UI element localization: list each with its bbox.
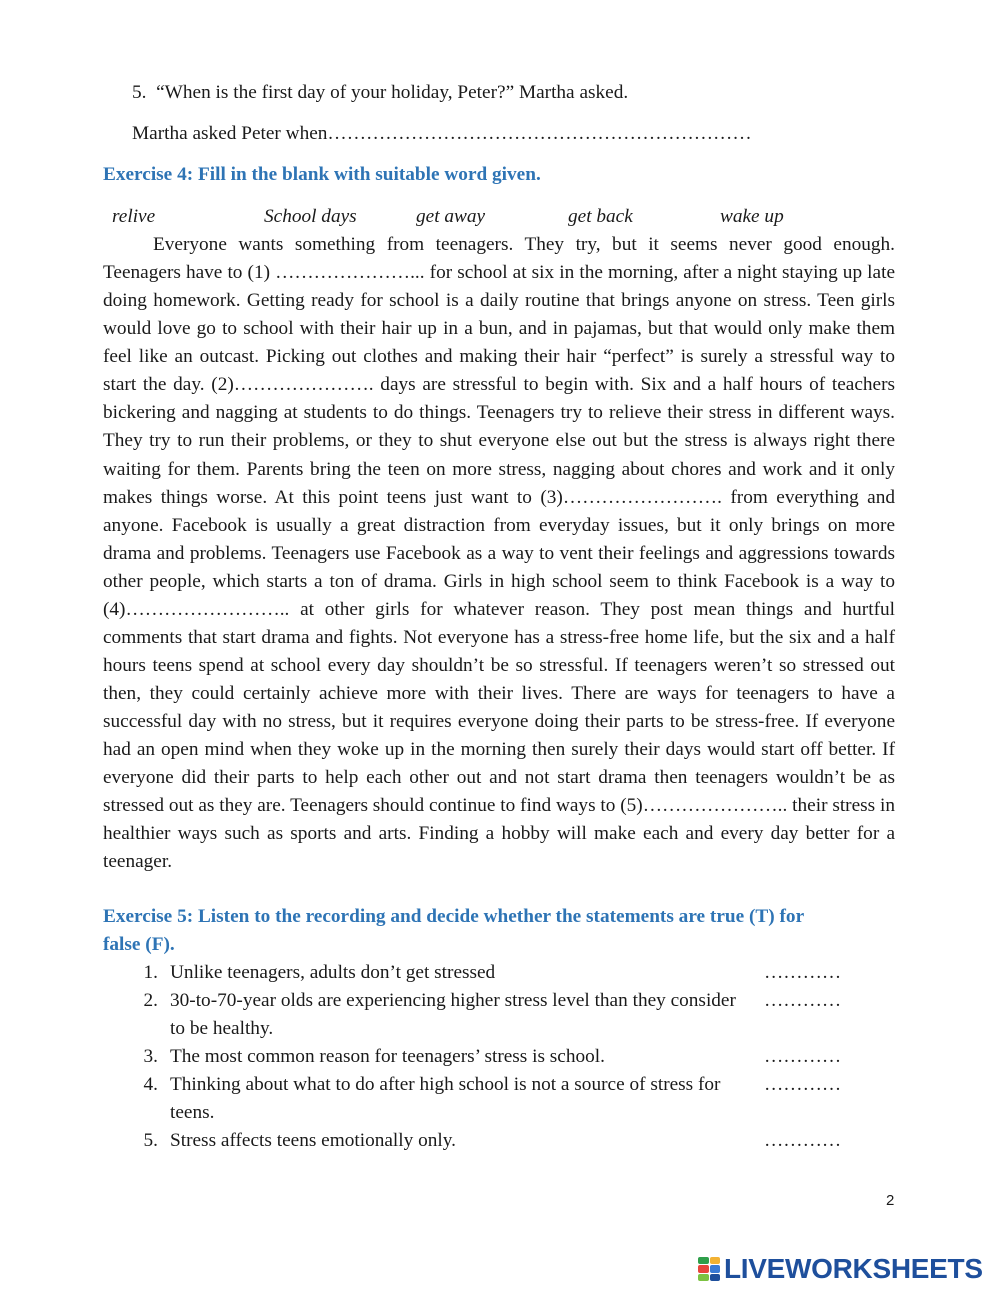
ex3-item-5 — [132, 79, 628, 107]
exercise-5-title-line-1: Exercise 5: Listen to the recording and decide whether the statements are true (T) for — [103, 906, 805, 927]
list-item-text: Stress affects teens emotionally only. — [170, 1130, 456, 1151]
exercise-4-passage — [103, 231, 895, 876]
logo-tile — [710, 1274, 721, 1281]
passage-text: Everyone wants something from teenagers. They try, but it seems never good enough. Teenagers have to — [103, 234, 895, 284]
word-bank-item: School days — [264, 206, 357, 227]
logo-tile — [698, 1265, 709, 1272]
exercise-4-title: Exercise 4: Fill in the blank with suitable word given. — [103, 164, 541, 185]
logo-tile — [710, 1265, 721, 1272]
ex3-item-5-prompt: Martha asked Peter when………………………………………………………… — [132, 123, 752, 144]
blank-4[interactable]: (4)…………………….. — [103, 598, 290, 620]
answer-blank[interactable]: ………… — [764, 1046, 842, 1067]
ex3-item-5-answer-line[interactable] — [132, 120, 752, 148]
blank-3[interactable]: (3)……………………. — [540, 486, 722, 508]
liveworksheets-logo-icon — [698, 1257, 720, 1281]
list-item-number: 3. — [143, 1046, 158, 1067]
list-item-text: Thinking about what to do after high school is not a source of stress for teens. — [170, 1074, 721, 1123]
exercise-5-title-line-2: false (F). — [103, 934, 175, 955]
logo-tile — [698, 1274, 709, 1281]
logo-tile — [710, 1257, 721, 1264]
blank-1[interactable]: (1) …………………... — [247, 262, 425, 284]
logo-tile — [698, 1257, 709, 1264]
answer-blank[interactable]: ………… — [764, 990, 842, 1011]
passage-text: days are stressful to begin with. Six and a half hours of teachers bickering and nagging at students to do things. Teenagers try to relieve their stress in different ways. They try to run their problems, or they to shut everyone else out but the stress is always right there waiting for them. Parents bring the teen on more stress, nagging about chores and work and it only makes things worse. At this point teens just want to — [103, 374, 896, 508]
passage-text: at other girls for whatever reason. They post mean things and hurtful comments that start drama and fights. Not everyone has a stress-free home life, but the six and a half hours teens spend at school every day shouldn’t be so stressful. If teenagers weren’t so stressed out then, they could certainly achieve more with their lives. There are ways for teenagers to have a successful day with no stress, but it requires everyone doing their parts to be stress-free. If everyone had an open mind when they woke up in the morning then surely their days would start off better. If everyone did their parts to help each other out and not start drama then teenagers wouldn’t be as stressed out as they are. Teenagers should continue to find ways to — [103, 598, 895, 817]
logo-text: LIVEWORKSHEETS — [724, 1253, 983, 1284]
word-bank-item: relive — [112, 206, 156, 227]
answer-blank[interactable]: ………… — [764, 962, 842, 983]
list-item-text: 30-to-70-year olds are experiencing higher stress level than they consider to be healthy. — [170, 990, 736, 1039]
list-item-number: 4. — [143, 1074, 158, 1095]
list-item-number: 1. — [143, 962, 158, 983]
passage-text: from everything and anyone. Facebook is usually a great distraction from everyday issues, but it only brings on more drama and problems. Teenagers use Facebook as a way to vent their feelings and aggressions towards other people, which starts a ton of drama. Girls in high school seem to think Facebook is a way to — [103, 486, 896, 592]
blank-5[interactable]: (5)………………….. — [620, 795, 788, 817]
answer-blank[interactable]: ………… — [764, 1130, 842, 1151]
ex3-item-5-number: 5. — [132, 82, 147, 103]
liveworksheets-logo — [698, 1254, 983, 1284]
blank-2[interactable]: (2)…………………. — [211, 374, 374, 396]
ex3-item-5-text: “When is the first day of your holiday, Peter?” Martha asked. — [156, 82, 629, 103]
passage-text: for school at six in the morning, after a night staying up late doing homework. Getting ready for school is a daily routine that brings anyone on stress. Teen girls would love go to school with their hair up in a bun, and in pajamas, but that would only make them feel like an outcast. Picking out clothes and making their hair “perfect” is surely a stressful way to start the day. — [103, 262, 895, 396]
passage-text: their stress in healthier ways such as sports and arts. Finding a hobby will make each and every day better for a teenager. — [103, 795, 895, 873]
list-item-number: 5. — [143, 1130, 158, 1151]
answer-blank[interactable]: ………… — [764, 1074, 842, 1095]
list-item-number: 2. — [143, 990, 158, 1011]
page-number: 2 — [886, 1192, 895, 1209]
list-item-text: Unlike teenagers, adults don’t get stressed — [170, 962, 496, 983]
word-bank-item: wake up — [720, 206, 784, 227]
word-bank-item: get away — [416, 206, 486, 227]
word-bank-item: get back — [568, 206, 633, 227]
list-item-text: The most common reason for teenagers’ stress is school. — [170, 1046, 605, 1067]
